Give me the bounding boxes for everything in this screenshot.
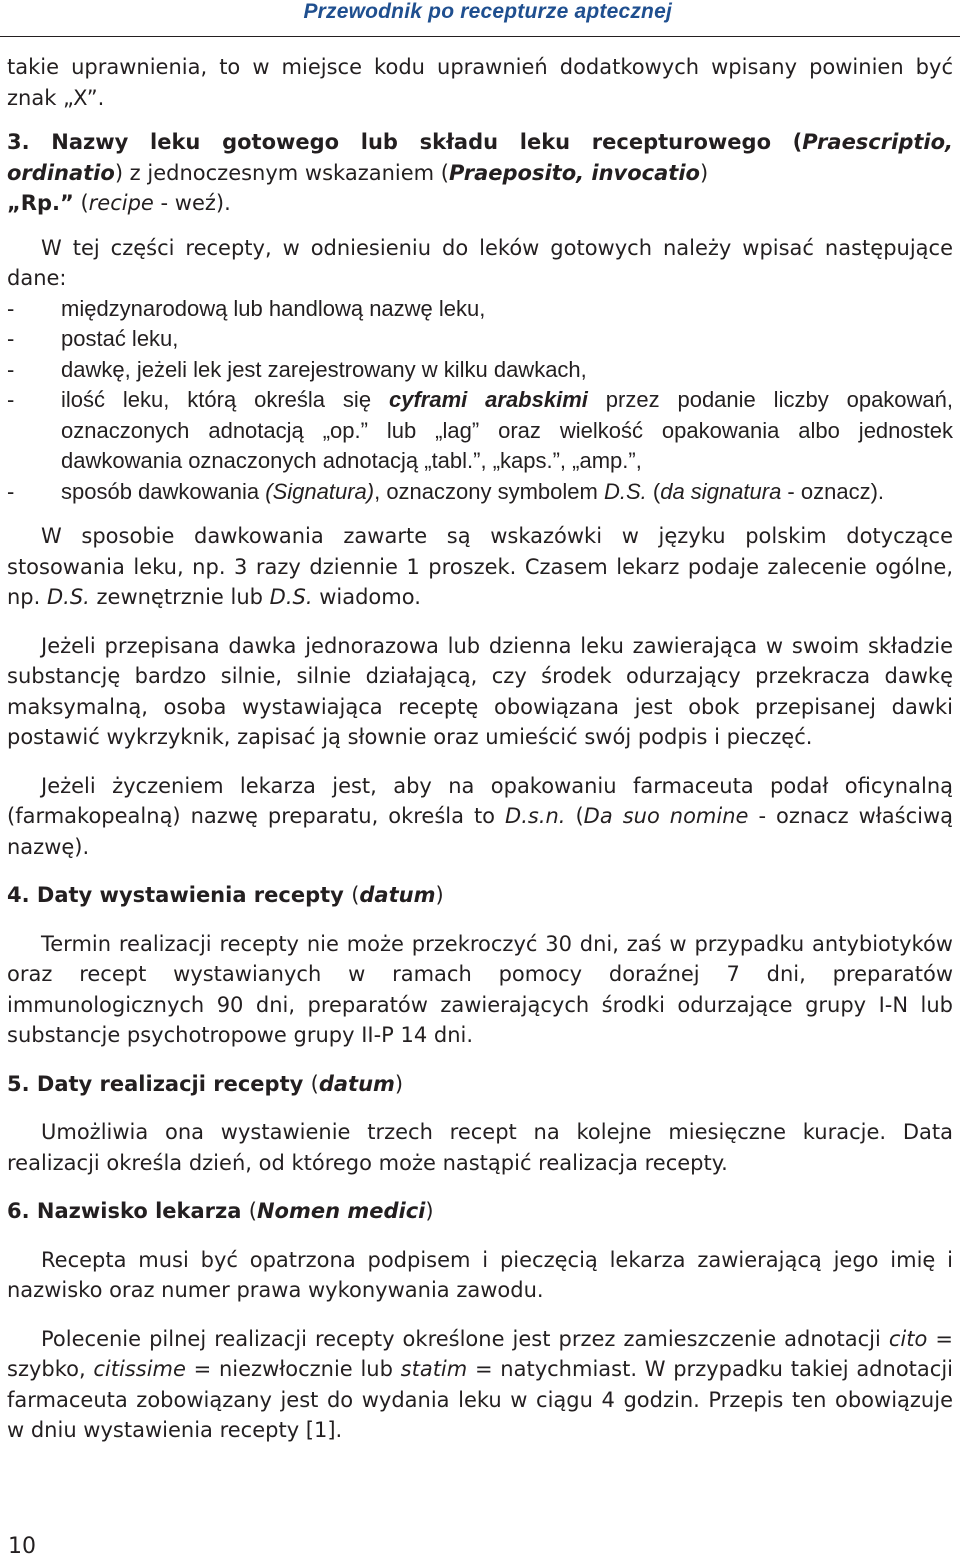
paragraph-realization-date: Umożliwia ona wystawienie trzech recept na kolejne miesięczne kuracje. Data realizacji określa dzień, od którego może nastąpić realizacja recepty. xyxy=(7,1120,953,1175)
section-3-number: 3. xyxy=(7,130,30,154)
required-data-list xyxy=(7,294,953,508)
list-item: - postać leku, xyxy=(7,326,179,351)
paragraph-issue-date: Termin realizacji recepty nie może przekroczyć 30 dni, zaś w przypadku antybiotyków oraz recept wystawianych w ramach pomocy doraźnej 7 dni, preparatów immunologicznych 90 dni, preparatów zawierających środki odurzające grupy I-N lub substancje psychotropowe grupy II-P 14 dni. xyxy=(7,931,953,1047)
intro-paragraph: takie uprawnienia, to w miejsce kodu uprawnień dodatkowych wpisany powinien być znak „X”. xyxy=(7,55,953,110)
header-rule xyxy=(0,36,960,37)
paragraph-max-dose: Jeżeli przepisana dawka jednorazowa lub dzienna leku zawierająca w swoim składzie substancję bardzo silnie, silnie działającą, czy środek odurzający przekracza dawkę maksymalną, osoba wystawiająca receptę obowiązana jest obok przepisanej dawki postawić wykrzyknik, zapisać ją słownie oraz umieścić swój podpis i pieczęć. xyxy=(7,633,953,749)
section-5-heading: 5. Daty realizacji recepty (datum) xyxy=(7,1071,404,1096)
page-body xyxy=(7,52,953,1446)
list-item: - międzynarodową lub handlową nazwę leku, xyxy=(7,295,486,321)
list-item: - dawkę, jeżeli lek jest zarejestrowany w kilku dawkach, xyxy=(7,356,587,382)
section-4-heading: 4. Daty wystawienia recepty (datum) xyxy=(7,883,444,907)
paragraph-required-data: W tej części recepty, w odniesieniu do leków gotowych należy wpisać następujące dane: xyxy=(7,235,953,290)
paragraph-dosage: W sposobie dawkowania zawarte są wskazówki w języku polskim dotyczące stosowania leku, np. 3 razy dziennie 1 proszek. Czasem lekarz podaje zalecenie ogólne, np. D.S. zewnętrznie lub D.S. wiadomo. xyxy=(7,524,953,609)
paragraph-urgent: Polecenie pilnej realizacji recepty określone jest przez zamieszczenie adnotacji cito = szybko, citissime = niezwłocznie lub statim = natychmiast. W przypadku takiej adnotacji farmaceuta zobowiązany jest do wydania leku w ciągu 4 godzin. Przepis ten obowiązuje w dniu wystawienia recepty [1]. xyxy=(7,1326,953,1442)
running-header: Przewodnik po recepturze aptecznej xyxy=(303,0,672,23)
list-item: - sposób dawkowania (Signatura), oznaczony symbolem D.S. (da signatura - oznacz). xyxy=(7,478,885,504)
section-6-heading: 6. Nazwisko lekarza (Nomen medici) xyxy=(7,1199,434,1223)
paragraph-signature: Recepta musi być opatrzona podpisem i pieczęcią lekarza zawierającą jego imię i nazwisko oraz numer prawa wykonywania zawodu. xyxy=(7,1247,953,1302)
page-number: 10 xyxy=(8,1534,36,1559)
list-item: - ilość leku, którą określa się cyframi arabskimi przez podanie liczby opakowań, oznaczonych adnotacją „op.” lub „lag” oraz wielkość opakowania albo jednostek dawkowania oznaczonych adnotacją „tabl.”, „kaps.”, „amp.”, xyxy=(7,387,954,473)
section-3-heading: 3. Nazwy leku gotowego lub składu leku recepturowego (Praescriptio, ordinatio) z jednoczesnym wskazaniem (Praeposito, invocatio) „Rp.” (recipe - weź). xyxy=(7,130,953,215)
paragraph-official-name: Jeżeli życzeniem lekarza jest, aby na opakowaniu farmaceuta podał oficynalną (farmakopealną) nazwę preparatu, określa to D.s.n. (Da suo nomine - oznacz właściwą nazwę). xyxy=(7,773,953,859)
